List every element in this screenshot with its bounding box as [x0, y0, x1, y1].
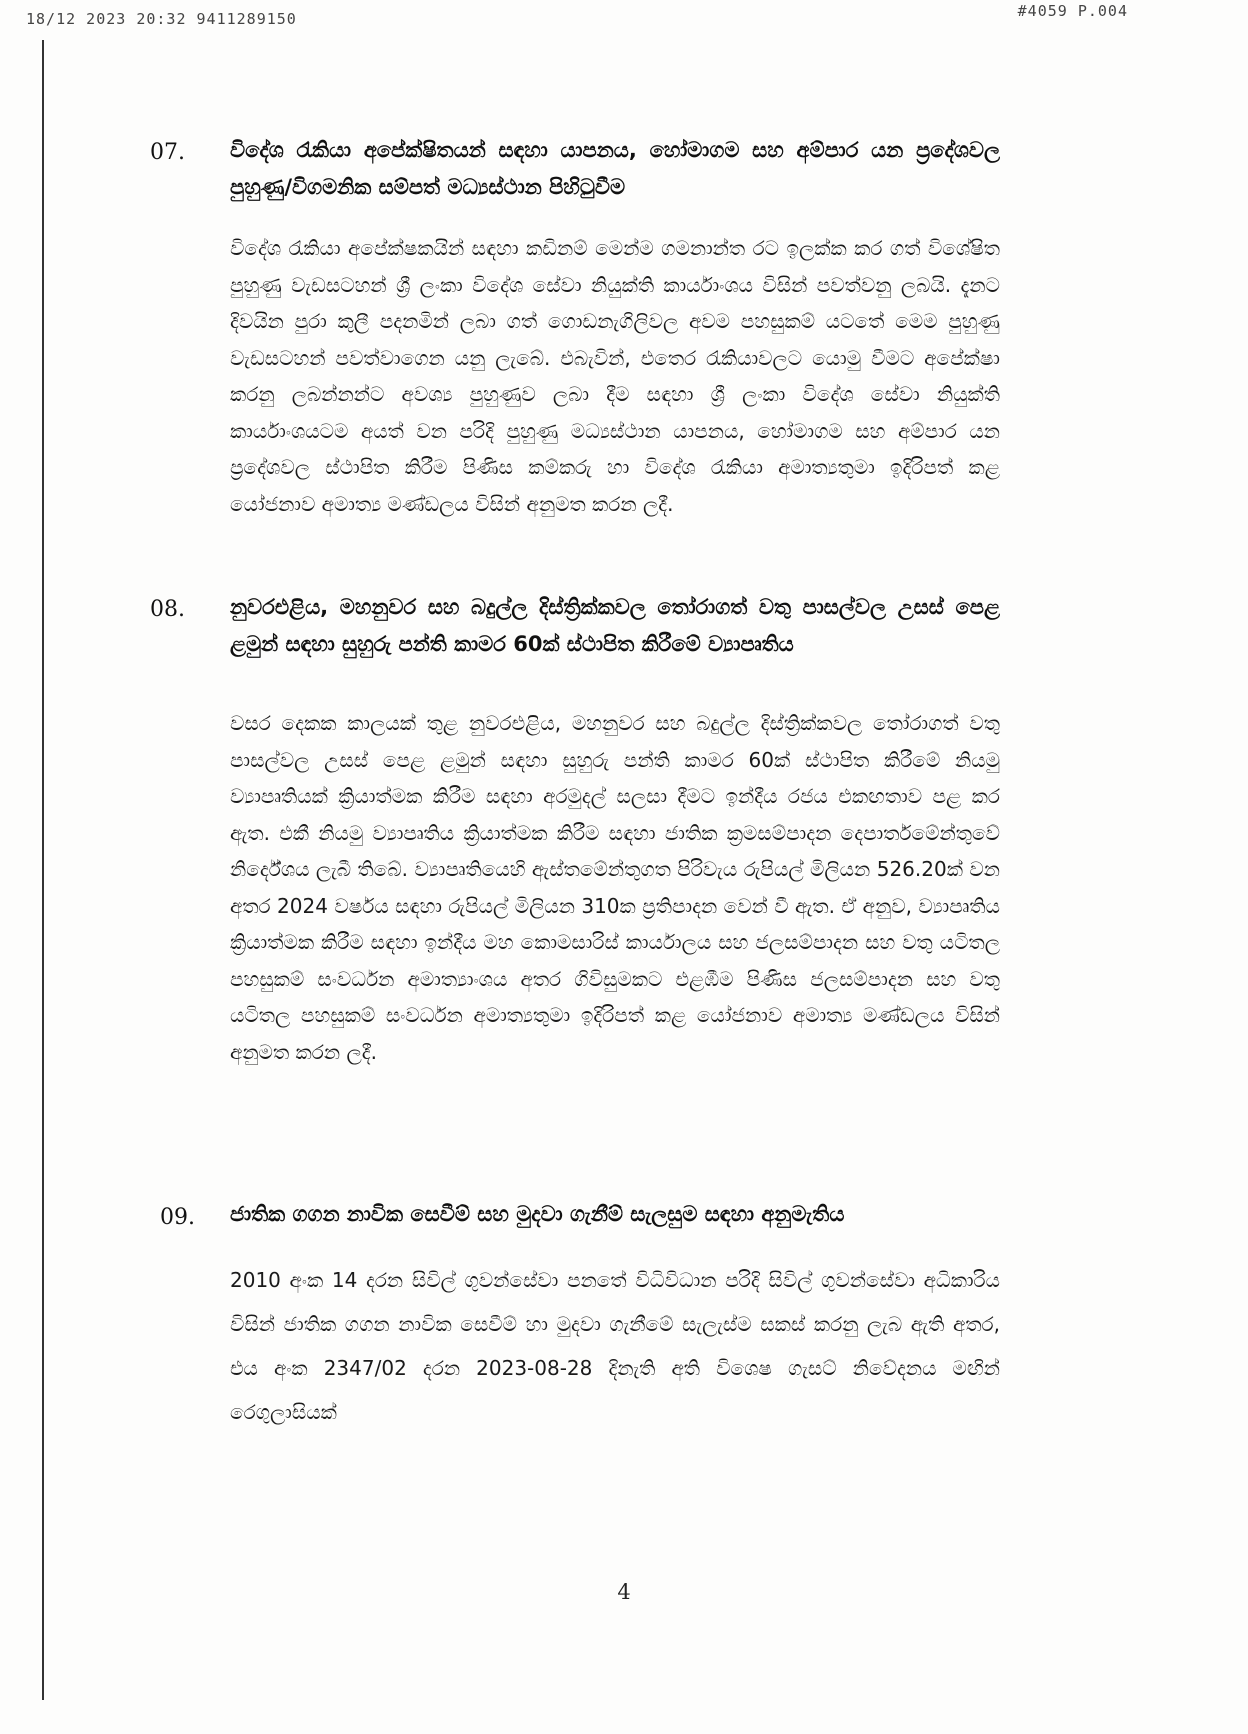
section-body: විදේශ රැකියා අපේක්ෂකයින් සඳහා කඩිනම් මෙන්ම ගමනාන්ත රට ඉලක්ක කර ගත් විශේෂිත පුහුණු වැඩසටහන් ශ්‍රී ලංකා විදේශ සේවා නියුක්ති කාර්යාංශය විසින් පවත්වනු ලබයි. දැනට දිවයින පුරා කුලී පදනමින් ලබා ගත් ගොඩනැගිලිවල අවම පහසුකම් යටතේ මෙම පුහුණු වැඩසටහන් පවත්වාගෙන යනු ලැබේ. එබැවින්, එතෙර රැකියාවලට යොමු වීමට අපේක්ෂා කරනු ලබන්නන්ට අවශ්‍ය පුහුණුව ලබා දීම සඳහා ශ්‍රී ලංකා විදේශ සේවා නියුක්ති කාර්යාංශයටම අයත් වන පරිදි පුහුණු මධ්‍යස්ථාන යාපනය, හෝමාගම සහ අම්පාර යන ප්‍රදේශවල ස්ථාපිත කිරීම පිණිස කම්කරු හා විදේශ රැකියා අමාත්‍යතුමා ඉදිරිපත් කළ යෝජනාව අමාත්‍ය මණ්ඩලය විසින් අනුමත කරන ලදී. [230, 236, 1000, 516]
section-title: විදේශ රැකියා අපේක්ෂිතයන් සඳහා යාපනය, හෝමාගම සහ අම්පාර යන ප්‍රදේශවල පුහුණු/විගමනික සම්පත් මධ්‍යස්ථාන පිහිටුවීම [230, 138, 1000, 199]
section-title: ජාතික ගගන නාවික සෙවීම් සහ මුදවා ගැනීම් සැලසුම සඳහා අනුමැතිය [230, 1202, 845, 1226]
section-body: 2010 අංක 14 දරන සිවිල් ගුවන්සේවා පනතේ විධිවිධාන පරිදි සිවිල් ගුවන්සේවා අධිකාරිය විසින් ජාතික ගගන නාවික සෙවීම් හා මුදවා ගැනීමේ සැලැස්ම සකස් කරනු ලැබ ඇති අතර, එය අංක 2347/02 දරන 2023-08-28 දිනැති අති විශෙෂ ගැසට් නිවේදනය මඟින් රෙගුලාසියක් [230, 1268, 1000, 1424]
fax-header-timestamp: 18/12 2023 20:32 9411289150 [26, 10, 297, 28]
fax-header-page-id: #4059 P.004 [1017, 2, 1128, 20]
section-number: 09. [160, 1205, 195, 1230]
section-number: 07. [150, 140, 185, 165]
section-number: 08. [150, 597, 185, 622]
page-number: 4 [617, 1580, 631, 1604]
margin-line [42, 40, 44, 1700]
section-body: වසර දෙකක කාලයක් තුළ නුවරඑළිය, මහනුවර සහ බදුල්ල දිස්ත්‍රික්කවල තෝරාගත් වතු පාසල්වල උසස් පෙළ ළමුන් සඳහා සුහුරු පන්ති කාමර 60ක් ස්ථාපිත කිරීමේ නියමු ව්‍යාපෘතියක් ක්‍රියාත්මක කිරීම සඳහා අරමුදල් සලසා දීමට ඉන්දීය රජය එකඟතාව පළ කර ඇත. එකී නියමු ව්‍යාපෘතිය ක්‍රියාත්මක කිරීම සඳහා ජාතික ක්‍රමසම්පාදන දෙපාර්තමේන්තුවේ නිර්දේශය ලැබී තිබේ. ව්‍යාපෘතියෙහි ඇස්තමේන්තුගත පිරිවැය රුපියල් මිලියන 526.20ක් වන අතර 2024 වර්ෂය සඳහා රුපියල් මිලියන 310ක ප්‍රතිපාදන වෙන් වී ඇත. ඒ අනුව, ව්‍යාපෘතිය ක්‍රියාත්මක කිරීම සඳහා ඉන්දීය මහ කොමසාරිස් කාර්යාලය සහ ජලසම්පාදන සහ වතු යටිතල පහසුකම් සංවර්ධන අමාත්‍යාංශය අතර ගිවිසුමකට එළඹීම පිණිස ජලසම්පාදන සහ වතු යටිතල පහසුකම් සංවර්ධන අමාත්‍යතුමා ඉදිරිපත් කළ යෝජනාව අමාත්‍ය මණ්ඩලය විසින් අනුමත කරන ලදී. [230, 711, 1000, 1064]
section-title: නුවරඑළිය, මහනුවර සහ බදුල්ල දිස්ත්‍රික්කවල තෝරාගත් වතු පාසල්වල උසස් පෙළ ළමුන් සඳහා සුහුරු පන්ති කාමර 60ක් ස්ථාපිත කිරීමේ ව්‍යාපෘතිය [230, 595, 1000, 656]
